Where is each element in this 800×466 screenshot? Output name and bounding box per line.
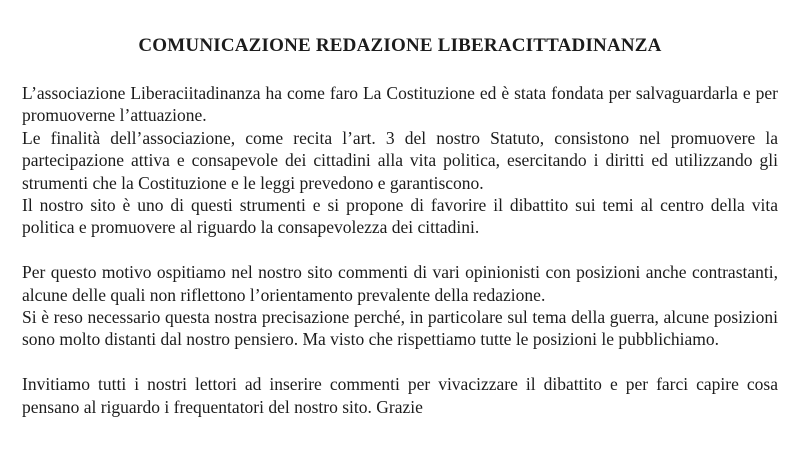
document-title: COMUNICAZIONE REDAZIONE LIBERACITTADINANZA (138, 35, 662, 56)
paragraph: Si è reso necessario questa nostra precisazione perché, in particolare sul tema della guerra, alcune posizioni sono molto distanti dal nostro pensiero. Ma visto che rispettiamo tutte le posizioni le pubblichiamo. (22, 307, 778, 350)
paragraph-block-3 (22, 373, 778, 418)
paragraph: Il nostro sito è uno di questi strumenti e si propone di favorire il dibattito sui temi al centro della vita politica e promuovere al riguardo la consapevolezza dei cittadini. (22, 195, 778, 238)
paragraph: Per questo motivo ospitiamo nel nostro sito commenti di vari opinionisti con posizioni anche contrastanti, alcune delle quali non riflettono l’orientamento prevalente della redazione. (22, 262, 778, 305)
paragraph: Le finalità dell’associazione, come recita l’art. 3 del nostro Statuto, consistono nel promuovere la partecipazione attiva e consapevole dei cittadini alla vita politica, esercitando i diritti ed utilizzando gli strumenti che la Costituzione e le leggi prevedono e garantiscono. (22, 127, 778, 193)
document-body (22, 82, 778, 418)
paragraph-block-2 (22, 261, 778, 351)
paragraph: L’associazione Liberaciitadinanza ha come faro La Costituzione ed è stata fondata per salvaguardarla e per promuoverne l’attuazione. (22, 83, 778, 126)
paragraph: Invitiamo tutti i nostri lettori ad inserire commenti per vivacizzare il dibattito e per farci capire cosa pensano al riguardo i frequentatori del nostro sito. Grazie (22, 374, 778, 417)
paragraph-block-1 (22, 82, 778, 239)
